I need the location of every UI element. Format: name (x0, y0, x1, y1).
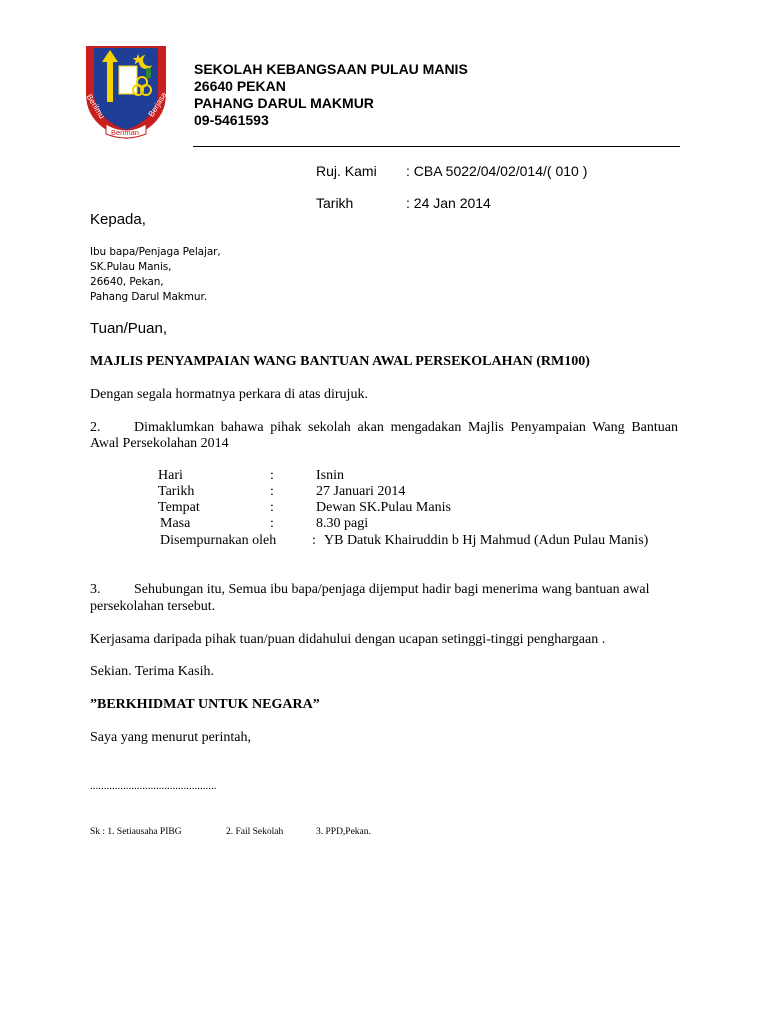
school-crest-icon (80, 42, 172, 142)
school-crest (80, 42, 172, 142)
motto-left: Berilmu (84, 92, 107, 121)
header-divider (193, 146, 680, 147)
cc-item-3: 3. PPD,Pekan. (316, 827, 371, 837)
paragraph-4: Kerjasama daripada pihak tuan/puan didahului dengan ucapan setinggi-tinggi penghargaan . (90, 632, 606, 647)
tarikh-value: : 24 Jan 2014 (406, 195, 491, 211)
kepada-label: Kepada, (90, 211, 146, 228)
school-state: PAHANG DARUL MAKMUR (194, 95, 374, 111)
detail-value-tempat: Dewan SK.Pulau Manis (316, 500, 451, 515)
paragraph-2-number: 2. (90, 420, 101, 435)
detail-value-tarikh: 27 Januari 2014 (316, 484, 406, 499)
cc-item-2: 2. Fail Sekolah (226, 827, 284, 837)
paragraph-1: Dengan segala hormatnya perkara di atas dirujuk. (90, 387, 368, 402)
recipient-line: SK.Pulau Manis, (90, 261, 172, 273)
paragraph-2-line-1: Dimaklumkan bahawa pihak sekolah akan mengadakan Majlis Penyampaian Wang Bantuan (134, 420, 678, 435)
cc-item-1: Sk : 1. Setiausaha PIBG (90, 827, 182, 837)
detail-sep: : (270, 516, 274, 531)
signoff-text: Saya yang menurut perintah, (90, 730, 251, 745)
detail-sep: : (270, 484, 274, 499)
recipient-line: 26640, Pekan, (90, 276, 164, 288)
detail-sep: : (270, 500, 274, 515)
detail-label-tarikh: Tarikh (158, 484, 195, 499)
school-postcode-town: 26640 PEKAN (194, 78, 286, 94)
recipient-line: Pahang Darul Makmur. (90, 291, 207, 303)
paragraph-2-line-2: Awal Persekolahan 2014 (90, 436, 229, 451)
detail-label-disempurnakan: Disempurnakan oleh (160, 533, 277, 548)
school-phone: 09-5461593 (194, 112, 269, 128)
motto-right: Berjasa (146, 90, 169, 119)
detail-sep: : (270, 468, 274, 483)
greeting: Tuan/Puan, (90, 320, 167, 337)
tarikh-label: Tarikh (316, 195, 354, 211)
ruj-label: Ruj. Kami (316, 163, 377, 179)
ruj-value: : CBA 5022/04/02/014/( 010 ) (406, 163, 588, 179)
recipient-address (90, 245, 221, 305)
paragraph-3-line-2: persekolahan tersebut. (90, 599, 216, 614)
paragraph-3-line-1: Sehubungan itu, Semua ibu bapa/penjaga dijemput hadir bagi menerima wang bantuan awal (134, 582, 650, 597)
recipient-line: Ibu bapa/Penjaga Pelajar, (90, 246, 221, 258)
letter-subject: MAJLIS PENYAMPAIAN WANG BANTUAN AWAL PERSEKOLAHAN (RM100) (90, 354, 590, 369)
detail-sep: : (312, 533, 316, 548)
motto-text: ”BERKHIDMAT UNTUK NEGARA” (90, 697, 320, 712)
detail-label-masa: Masa (160, 516, 191, 531)
paragraph-3-number: 3. (90, 582, 101, 597)
detail-value-masa: 8.30 pagi (316, 516, 369, 531)
closing-text: Sekian. Terima Kasih. (90, 664, 214, 679)
motto-bottom: Beriman (111, 128, 139, 137)
school-name: SEKOLAH KEBANGSAAN PULAU MANIS (194, 61, 468, 77)
detail-label-hari: Hari (158, 468, 183, 483)
detail-value-disempurnakan: YB Datuk Khairuddin b Hj Mahmud (Adun Pulau Manis) (324, 533, 649, 548)
detail-value-hari: Isnin (316, 468, 344, 483)
detail-label-tempat: Tempat (158, 500, 200, 515)
signature-line: .............................................. (90, 780, 217, 792)
